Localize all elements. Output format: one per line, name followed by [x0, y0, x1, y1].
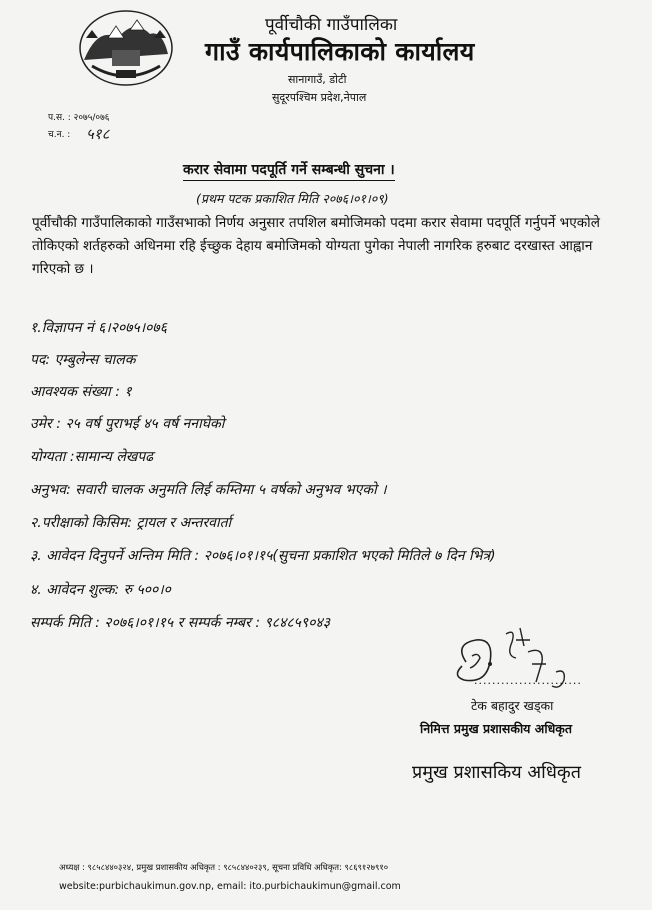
detail-item: योग्यता :सामान्य लेखपढ [30, 449, 154, 465]
detail-item: उमेर : २५ वर्ष पुराभई ४५ वर्ष ननाघेको [30, 416, 225, 432]
office-name: गाउँ कार्यपालिकाको कार्यालय [205, 37, 475, 66]
office-address: सानागाउँ, डोटी [288, 73, 347, 86]
fiscal-year-ref: प.स. : २०७५/०७६ [48, 113, 110, 123]
footer-contacts: अध्यक्ष : ९८५८४४०३२४, प्रमुख प्रशासकीय अधिकृत : ९८५८४४०२३९, सूचना प्रविधि अधिकृत: ९८६९१२७९१० [59, 862, 389, 872]
official-stamp-text: प्रमुख प्रशासकिय अधिकृत [412, 762, 581, 783]
notice-title: करार सेवामा पदपूर्ति गर्ने सम्बन्धी सुचना । [183, 160, 395, 181]
dispatch-number-value: ५१८ [86, 125, 110, 143]
notice-subtitle: (प्रथम पटक प्रकाशित मिति २०७६।०१।०९) [196, 191, 389, 206]
detail-item: आवश्यक संख्या : १ [30, 384, 132, 400]
dispatch-number-label: च.न. : [48, 130, 71, 140]
detail-item: २.परीक्षाको किसिम: ट्रायल र अन्तरवार्ता [30, 515, 232, 531]
municipality-name: पूर्वीचौकी गाउँपालिका [265, 15, 398, 35]
signatory-title: निमित्त प्रमुख प्रशासकीय अधिकृत [420, 721, 572, 736]
detail-item: अनुभव: सवारी चालक अनुमति लिई कम्तिमा ५ वर्षको अनुभव भएको । [30, 482, 387, 498]
detail-item: सम्पर्क मिति : २०७६।०१।१५ र सम्पर्क नम्बर : ९८४८५९०४३ [30, 615, 331, 631]
detail-item: १.विज्ञापन नं ६।२०७५।०७६ [30, 320, 167, 336]
signature-line: ........................ [474, 674, 582, 687]
handwritten-signature [446, 622, 578, 700]
detail-item: ३. आवेदन दिनुपर्ने अन्तिम मिति : २०७६।०१।१५(सुचना प्रकाशित भएको मितिले ७ दिन भित्र) [30, 548, 496, 564]
notice-body: पूर्वीचौकी गाउँपालिकाको गाउँसभाको निर्णय अनुसार तपशिल बमोजिमको पदमा करार सेवामा पदपूर्ति गर्नुपर्ने भएकोले तोकिएको शर्तहरुको अधिनमा रहि ईच्छुक देहाय बमोजिमको योग्यता पुगेका नेपाली नागरिक हरुबाट दरखास्त आह्वान गरिएको छ । [32, 215, 600, 277]
detail-item: पद: एम्बुलेन्स चालक [30, 352, 136, 368]
signatory-name: टेक बहादुर खड्का [471, 698, 554, 713]
footer-web-email: website:purbichaukimun.gov.np, email: ito.purbichaukimun@gmail.com [59, 881, 401, 892]
office-province: सुदूरपश्चिम प्रदेश,नेपाल [272, 91, 367, 104]
detail-item: ४. आवेदन शुल्क: रु ५००।० [30, 582, 171, 598]
nepal-emblem-logo [78, 8, 174, 88]
